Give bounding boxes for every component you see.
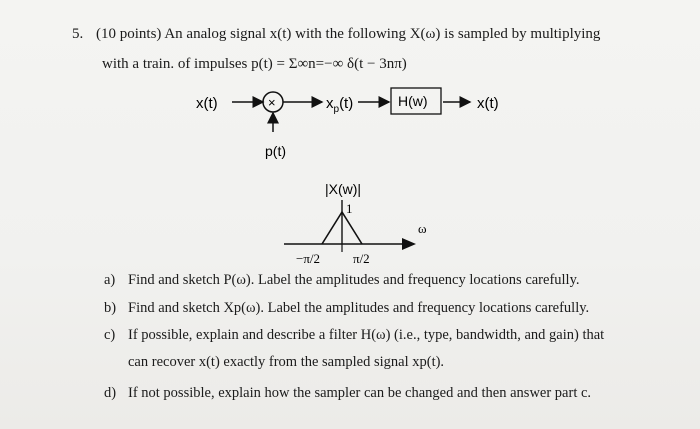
spectrum-left-band-edge: −π/2 [296, 251, 321, 266]
sampled-signal-label: $x_p(t)$ [326, 95, 354, 115]
spectrum-axis-arrowhead [402, 238, 416, 250]
part-d-label: d) [104, 385, 117, 401]
spectrum-peak-label: 1 [346, 201, 353, 216]
part-c-label: c) [104, 327, 116, 343]
part-d-text: If not possible, explain how the sampler can be changed and then answer part c. [128, 385, 592, 401]
input-signal-label: x(t) [196, 95, 218, 112]
multiplier-symbol: × [268, 95, 276, 110]
problem-statement-line2: with a train. of impulses p(t) = Σ∞n=−∞ δ(t − 3nπ) [102, 56, 407, 72]
part-b-text: Find and sketch Xp(ω). Label the amplitudes and frequency locations carefully. [128, 300, 590, 316]
spectrum-right-band-edge: π/2 [353, 251, 370, 266]
part-b-label: b) [104, 300, 117, 316]
impulse-train-label: p(t) [265, 143, 286, 159]
part-c-text: If possible, explain and describe a filter H(ω) (i.e., type, bandwidth, and gain) that [128, 327, 605, 343]
part-a-label: a) [104, 272, 116, 288]
filter-label: H(w) [398, 93, 428, 109]
spectrum-axis-label: ω [418, 221, 427, 236]
output-signal-label: x(t) [477, 95, 499, 112]
problem-number: 5. [72, 26, 84, 42]
part-a-text: Find and sketch P(ω). Label the amplitudes and frequency locations carefully. [128, 272, 580, 288]
part-c-continued-text: can recover x(t) exactly from the sampled signal xp(t). [128, 354, 445, 370]
spectrum-title: |X(w)| [325, 181, 362, 197]
problem-statement-line1: (10 points) An analog signal x(t) with the following X(ω) is sampled by multiplying [96, 26, 601, 42]
